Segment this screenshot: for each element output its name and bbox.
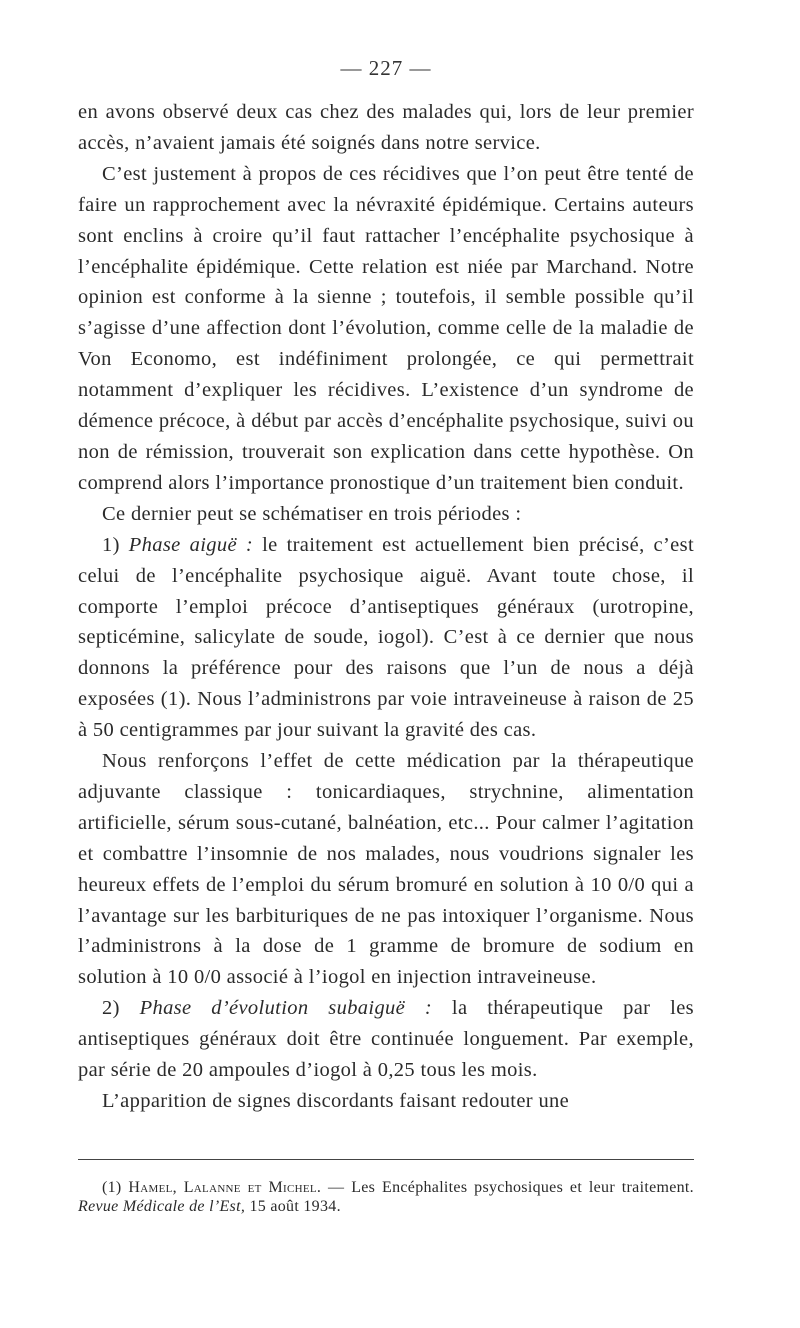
document-page bbox=[78, 56, 694, 1232]
footnote-title: Les Encéphalites psychosiques et leur traitement. bbox=[351, 1178, 694, 1196]
paragraph: en avons observé deux cas chez des malades qui, lors de leur premier accès, n’avaient jamais été soignés dans notre service. bbox=[78, 101, 694, 154]
footnote-marker: (1) bbox=[102, 1178, 122, 1196]
footnote-journal: Revue Médicale de l’Est, bbox=[78, 1197, 246, 1215]
body-text bbox=[78, 97, 694, 1117]
paragraph: Nous renforçons l’effet de cette médication par la thérapeutique adjuvante classique : tonicardiaques, strychnine, alimentation artificielle, sérum sous-cutané, balnéation, etc... Pour calmer l’agitation et combattre l’insomnie de nos malades, nous voudrions signaler les heureux effets de l’emploi du sérum bromuré en solution à 10 0/0 qui a l’avantage sur les barbituriques de ne pas intoxiquer l’organisme. Nous l’administrons à la dose de 1 gramme de bromure de sodium en solution à 10 0/0 associé à l’iogol en injection intraveineuse. bbox=[78, 750, 694, 989]
paragraph: L’apparition de signes discordants faisant redouter une bbox=[102, 1090, 570, 1112]
footnote bbox=[78, 1178, 694, 1216]
page-number: — 227 — bbox=[340, 56, 432, 80]
list-number: 2) bbox=[102, 997, 120, 1020]
paragraph-text: le traitement est actuellement bien précisé, c’est celui de l’encéphalite psychosique aiguë. Avant toute chose, il comporte l’emploi précoce d’antiseptiques généraux (urotropine, septicémine, salicylate de soude, iogol). C’est à ce dernier que nous donnons la préférence pour des raisons que l’un de nous a déjà exposées (1). Nous l’administrons par voie intraveineuse à raison de 25 à 50 centigrammes par jour suivant la gravité des cas. bbox=[78, 533, 694, 742]
paragraph-phase-acute bbox=[78, 530, 694, 746]
paragraph-phase-subacute bbox=[78, 993, 694, 1086]
paragraph-text: la thérapeutique par les antiseptiques généraux doit être continuée longuement. Par exemple, par série de 20 ampoules d’iogol à 0,25 tous les mois. bbox=[78, 997, 694, 1082]
footnote-authors: Hamel, Lalanne et Michel. bbox=[128, 1178, 322, 1196]
phase-heading: Phase d’évolution subaiguë : bbox=[139, 997, 433, 1020]
footnote-divider bbox=[78, 1159, 694, 1160]
phase-heading: Phase aiguë : bbox=[128, 533, 254, 556]
footnote-dash: — bbox=[328, 1178, 345, 1196]
paragraph: Ce dernier peut se schématiser en trois périodes : bbox=[102, 502, 522, 525]
list-number: 1) bbox=[102, 533, 120, 556]
footnote-date: 15 août 1934. bbox=[249, 1197, 341, 1215]
paragraph: C’est justement à propos de ces récidives que l’on peut être tenté de faire un rapprochement avec la névraxité épidémique. Certains auteurs sont enclins à croire qu’il faut rattacher l’encéphalite psychosique à l’encéphalite épidémique. Cette relation est niée par Marchand. Notre opinion est conforme à la sienne ; toutefois, il semble possible qu’il s’agisse d’une affection dont l’évolution, comme celle de la maladie de Von Economo, est indéfiniment prolongée, ce qui permettrait notamment d’expliquer les récidives. L’existence d’un syndrome de démence précoce, à début par accès d’encéphalite psychosique, suivi ou non de rémission, trouverait son explication dans cette hypothèse. On comprend alors l’importance pronostique d’un traitement bien conduit. bbox=[78, 162, 694, 494]
